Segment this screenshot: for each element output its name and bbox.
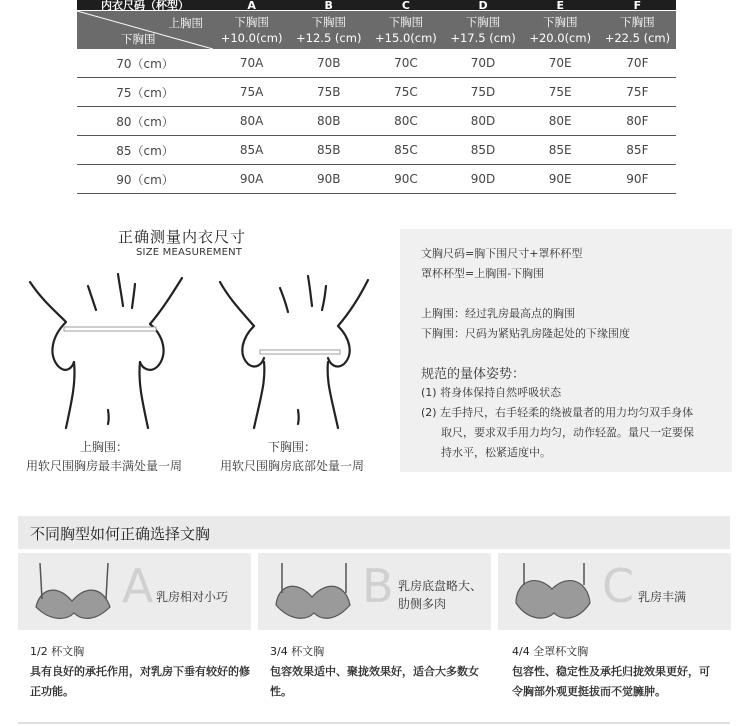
header-cell: 下胸围 +17.5 (cm) bbox=[444, 11, 521, 50]
top-label: 内衣尺码（杯型） bbox=[77, 0, 213, 11]
table-cell: 80C bbox=[367, 107, 444, 136]
table-cell: 80D bbox=[444, 107, 521, 136]
table-cell: 80B bbox=[290, 107, 367, 136]
tape-measure-under bbox=[260, 350, 340, 354]
size-table bbox=[77, 0, 676, 194]
top-label: C bbox=[367, 0, 444, 11]
table-cell: 75A bbox=[213, 78, 290, 107]
table-cell: 90E bbox=[522, 165, 599, 194]
header-cell: 下胸围 +15.0(cm) bbox=[367, 11, 444, 50]
row-size-cell: 90（cm） bbox=[77, 165, 213, 194]
cup-section-header bbox=[18, 516, 730, 549]
info-line: 文胸尺码=胸下围尺寸+罩杯杯型 bbox=[421, 247, 583, 260]
posture-step: (1) 将身体保持自然呼吸状态 bbox=[421, 386, 562, 399]
cup-desc: 乳房底盘略大、 肋侧多肉 bbox=[398, 579, 483, 611]
table-row bbox=[77, 78, 676, 107]
table-cell: 90B bbox=[290, 165, 367, 194]
posture-title: 规范的量体姿势： bbox=[421, 367, 526, 382]
top-label: E bbox=[522, 0, 599, 11]
table-cell: 85C bbox=[367, 136, 444, 165]
row-size-cell: 85（cm） bbox=[77, 136, 213, 165]
header-cell: 下胸围 +12.5 (cm) bbox=[290, 11, 367, 50]
size-table-header bbox=[77, 11, 676, 50]
upper-bust-figure bbox=[22, 270, 192, 430]
cup-letter: A bbox=[122, 559, 154, 613]
table-cell: 75F bbox=[599, 78, 676, 107]
row-size-cell: 75（cm） bbox=[77, 78, 213, 107]
measure-subtitle: SIZE MEASUREMENT bbox=[136, 247, 243, 258]
cup-letter: B bbox=[362, 559, 394, 613]
full-cup-bra-icon bbox=[510, 559, 598, 627]
table-cell: 70D bbox=[444, 49, 521, 78]
table-row bbox=[77, 136, 676, 165]
top-label: A bbox=[213, 0, 290, 11]
table-row bbox=[77, 49, 676, 78]
header-cell: 下胸围 +22.5 (cm) bbox=[599, 11, 676, 50]
cup-letter: C bbox=[602, 559, 635, 613]
table-cell: 75E bbox=[522, 78, 599, 107]
cup-type-text: 包容性、稳定性及承托归拢效果更好，可令胸部外观更挺拔而不觉臃肿。 bbox=[512, 665, 710, 698]
posture-step: (2) 左手持尺，右手轻柔的绕被量者的用力均匀双手身体 bbox=[421, 406, 694, 419]
table-cell: 90A bbox=[213, 165, 290, 194]
cup-type-name: 4/4 全罩杯文胸 bbox=[512, 645, 589, 658]
header-cell: 下胸围 +10.0(cm) bbox=[213, 11, 290, 50]
divider bbox=[18, 722, 730, 724]
table-cell: 75B bbox=[290, 78, 367, 107]
cup-panel-c bbox=[498, 553, 731, 630]
cup-desc: 乳房丰满 bbox=[638, 590, 687, 604]
cup-type-text: 具有良好的承托作用，对乳房下垂有较好的修正功能。 bbox=[30, 665, 250, 698]
under-bust-caption: 下胸围： 用软尺围胸房底部处量一周 bbox=[219, 440, 364, 473]
cup-type-text: 包容效果适中、聚拢效果好，适合大多数女性。 bbox=[270, 665, 479, 698]
cup-section-title: 不同胸型如何正确选择文胸 bbox=[30, 525, 211, 543]
table-cell: 90C bbox=[367, 165, 444, 194]
cup-desc: 乳房相对小巧 bbox=[156, 590, 229, 604]
table-cell: 70E bbox=[522, 49, 599, 78]
table-cell: 70C bbox=[367, 49, 444, 78]
table-cell: 85B bbox=[290, 136, 367, 165]
table-row bbox=[77, 165, 676, 194]
row-size-cell: 80（cm） bbox=[77, 107, 213, 136]
info-line: 罩杯杯型=上胸围-下胸围 bbox=[421, 267, 545, 280]
table-row bbox=[77, 107, 676, 136]
table-cell: 85A bbox=[213, 136, 290, 165]
header-corner-cell bbox=[77, 11, 213, 50]
table-cell: 80E bbox=[522, 107, 599, 136]
header-cell: 下胸围 +20.0(cm) bbox=[522, 11, 599, 50]
measure-title: 正确测量内衣尺寸 bbox=[118, 228, 247, 246]
table-cell: 85F bbox=[599, 136, 676, 165]
posture-step: 取尺，要求双手用力均匀，动作轻盈。量尺一定要保 bbox=[441, 426, 694, 439]
table-cell: 70F bbox=[599, 49, 676, 78]
table-cell: 80A bbox=[213, 107, 290, 136]
table-cell: 75D bbox=[444, 78, 521, 107]
table-cell: 90D bbox=[444, 165, 521, 194]
table-cell: 70B bbox=[290, 49, 367, 78]
cup-type-name: 3/4 杯文胸 bbox=[270, 645, 325, 658]
table-cell: 80F bbox=[599, 107, 676, 136]
measurement-info-box bbox=[400, 229, 732, 472]
table-cell: 75C bbox=[367, 78, 444, 107]
posture-step: 持水平，松紧适度中。 bbox=[441, 446, 551, 459]
corner-top-label: 上胸围 bbox=[168, 16, 203, 30]
info-line: 下胸围：尺码为紧贴乳房隆起处的下缘围度 bbox=[421, 327, 630, 340]
size-table-top-row bbox=[77, 0, 676, 11]
under-bust-figure bbox=[210, 270, 380, 430]
cup-panel-a bbox=[18, 553, 251, 630]
top-label: F bbox=[599, 0, 676, 11]
top-label: B bbox=[290, 0, 367, 11]
cup-panel-b bbox=[258, 553, 491, 630]
upper-bust-caption: 上胸围： 用软尺围胸房最丰满处量一周 bbox=[25, 440, 182, 473]
row-size-cell: 70（cm） bbox=[77, 49, 213, 78]
table-cell: 90F bbox=[599, 165, 676, 194]
half-cup-bra-icon bbox=[30, 559, 118, 627]
top-label: D bbox=[444, 0, 521, 11]
info-line: 上胸围：经过乳房最高点的胸围 bbox=[421, 307, 575, 320]
corner-bottom-label: 下胸围 bbox=[121, 32, 156, 46]
table-cell: 85D bbox=[444, 136, 521, 165]
tape-measure-upper bbox=[64, 327, 156, 331]
table-cell: 70A bbox=[213, 49, 290, 78]
cup-type-name: 1/2 杯文胸 bbox=[30, 645, 85, 658]
table-cell: 85E bbox=[522, 136, 599, 165]
three-quarter-cup-bra-icon bbox=[270, 559, 358, 627]
